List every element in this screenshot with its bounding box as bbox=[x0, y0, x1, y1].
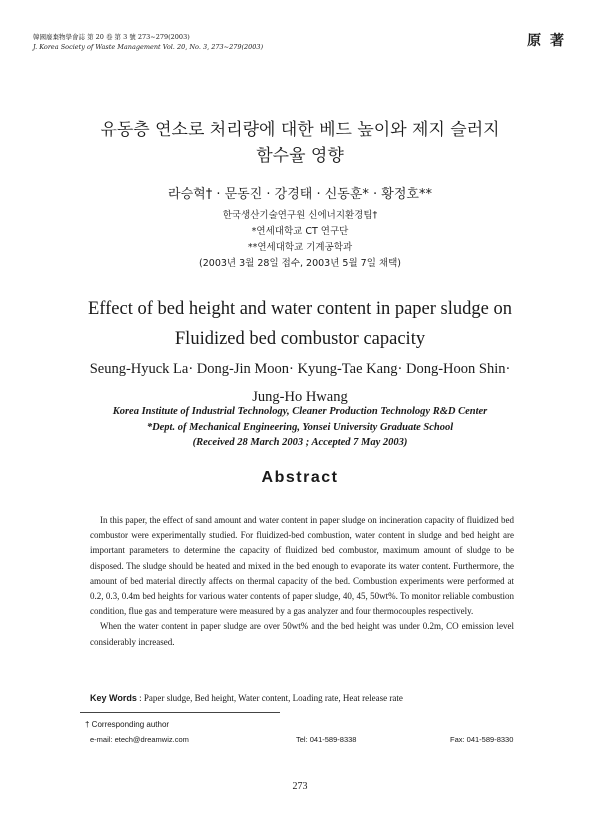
english-title-line2: Fluidized bed combustor capacity bbox=[174, 329, 426, 349]
english-authors bbox=[0, 355, 600, 411]
page-number: 273 bbox=[292, 781, 308, 792]
article-type-label: 原 著 bbox=[527, 33, 566, 49]
english-authors-line2: Jung-Ho Hwang bbox=[252, 389, 348, 405]
abstract-heading: Abstract bbox=[261, 469, 339, 486]
footnote-email: e-mail: etech@dreamwiz.com bbox=[90, 735, 189, 744]
english-affiliation-2: *Dept. of Mechanical Engineering, Yonsei University Graduate School bbox=[146, 421, 454, 433]
english-title-line1: Effect of bed height and water content in paper sludge on bbox=[88, 299, 512, 319]
english-dates: (Received 28 March 2003 ; Accepted 7 May 2003) bbox=[192, 437, 408, 448]
footnote-divider bbox=[80, 712, 280, 713]
journal-name-korean: 韓國廢棄物學會誌 第 20 卷 第 3 號 273~279(2003) bbox=[33, 33, 190, 41]
korean-affiliation-1: 한국생산기술연구원 신에너지환경팀† bbox=[222, 210, 378, 221]
english-affiliation-1: Korea Institute of Industrial Technology, Cleaner Production Technology R&D Center bbox=[112, 406, 488, 417]
abstract-body bbox=[90, 513, 514, 650]
keywords bbox=[90, 693, 403, 703]
keywords-text: : Paper sludge, Bed height, Water content, Loading rate, Heat release rate bbox=[136, 693, 403, 703]
english-affiliations bbox=[0, 404, 600, 451]
keywords-label: Key Words bbox=[90, 693, 137, 703]
korean-title-line2: 함수율 영향 bbox=[256, 146, 344, 166]
korean-authors: 라승혁† · 문동진 · 강경태 · 신동훈* · 황정호** bbox=[168, 187, 432, 202]
abstract-paragraph-1: In this paper, the effect of sand amount and water content in paper sludge on incineration capacity of fluidized bed combustor were experimentally studied. For fluidized-bed combustion, water content in sludge and bed height are important parameters to determine the capacity of fluidized bed combustor, maximum amount of sludge to be disposed. The sludge should be heated and mixed in the bed enough to evaporate its water content. Furthermore, the amount of bed material directly affects on thermal capacity of the bed. Combustion experiments were performed at 0.2, 0.3, 0.4m bed heights for various water contents of paper sludge, 40, 45, 50wt%. To monitor reliable combustion condition, flue gas and temperature were measured by a gas analyzer and four thermocouples respectively. bbox=[90, 515, 514, 617]
korean-dates: (2003년 3월 28일 접수, 2003년 5월 7일 채택) bbox=[199, 258, 401, 269]
korean-affiliations bbox=[0, 208, 600, 272]
korean-title bbox=[0, 117, 600, 169]
korean-affiliation-2: *연세대학교 CT 연구단 bbox=[251, 226, 349, 237]
footnote-tel: Tel: 041-589-8338 bbox=[296, 735, 357, 744]
english-title bbox=[0, 294, 600, 354]
korean-title-line1: 유동층 연소로 처리량에 대한 베드 높이와 제지 슬러지 bbox=[100, 120, 500, 140]
abstract-paragraph-2: When the water content in paper sludge are over 50wt% and the bed height was under 0.2m, CO emission level considerably increased. bbox=[90, 621, 514, 647]
footnote-fax: Fax: 041-589-8330 bbox=[450, 735, 514, 744]
journal-name-english: J. Korea Society of Waste Management Vol. 20, No. 3, 273~279(2003) bbox=[33, 43, 264, 51]
corresponding-author-label: † Corresponding author bbox=[85, 720, 170, 729]
english-authors-line1: Seung-Hyuck La· Dong-Jin Moon· Kyung-Tae Kang· Dong-Hoon Shin· bbox=[89, 361, 511, 377]
footnote-corresponding bbox=[85, 719, 169, 730]
korean-affiliation-3: **연세대학교 기계공학과 bbox=[247, 242, 353, 253]
journal-header bbox=[33, 32, 263, 52]
